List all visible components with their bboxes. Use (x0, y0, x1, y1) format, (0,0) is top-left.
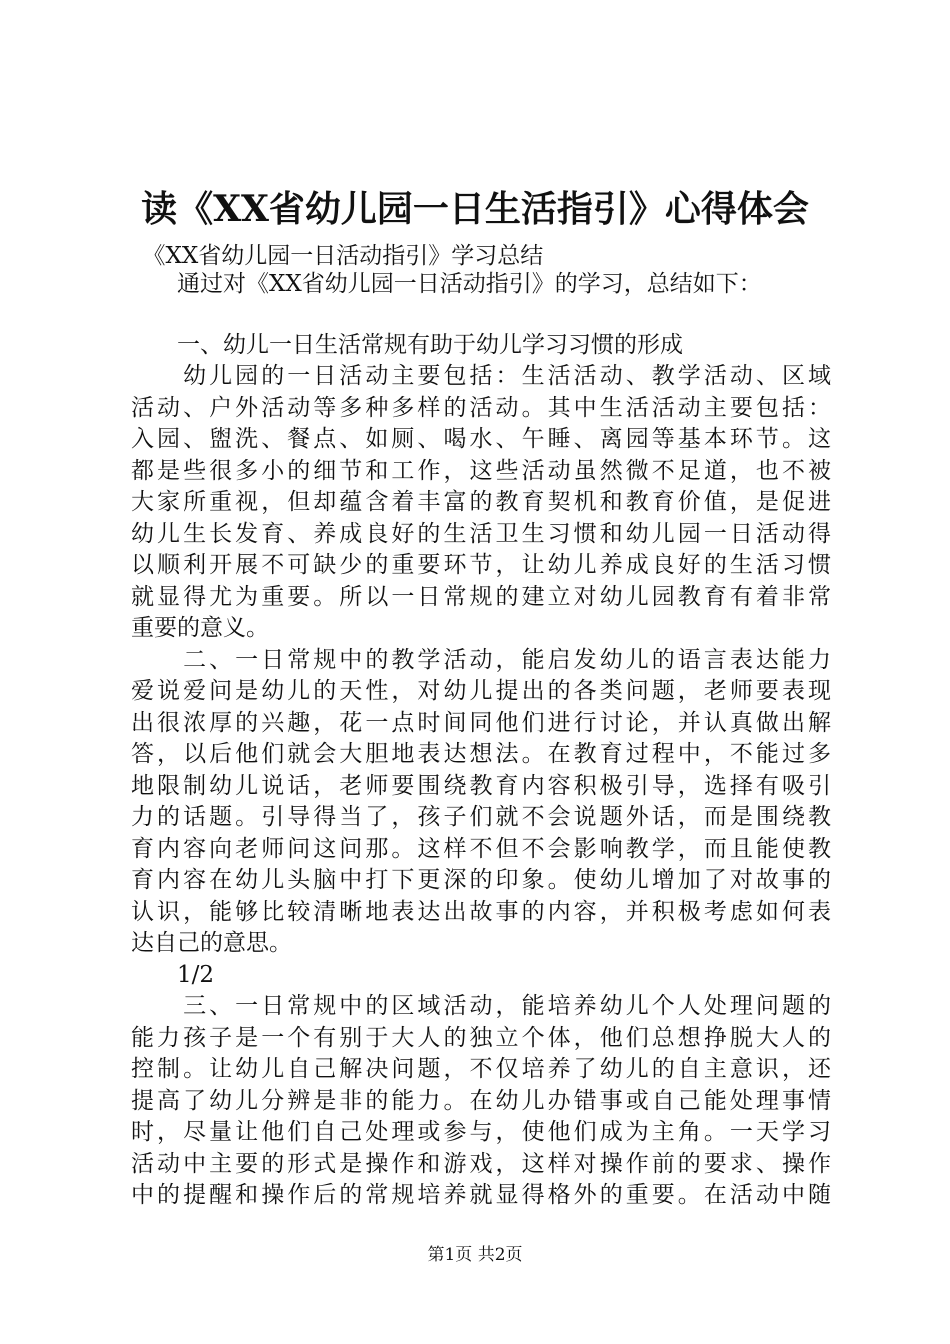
document-title: 读《XX省幼儿园一日生活指引》心得体会 (141, 188, 809, 230)
page-marker: 1/2 (131, 962, 215, 988)
text-line: 重要的意义。 (131, 615, 269, 641)
text-line: 力的话题。引导得当了，孩子们就不会说题外话，而是围绕教 (131, 804, 831, 830)
text-line: 都是些很多小的细节和工作，这些活动虽然微不足道，也不被 (131, 458, 831, 484)
text-line: 育内容在幼儿头脑中打下更深的印象。使幼儿增加了对故事的 (131, 867, 831, 893)
page-footer: 第1页 共2页 (427, 1245, 523, 1265)
text-line: 大家所重视，但却蕴含着丰富的教育契机和教育价值，是促进 (131, 489, 831, 515)
text-line: 《XX省幼儿园一日活动指引》学习总结 (131, 243, 544, 269)
text-line: 控制。让幼儿自己解决问题，不仅培养了幼儿的自主意识，还 (131, 1056, 831, 1082)
text-line: 入园、盥洗、餐点、如厕、喝水、午睡、离园等基本环节。这 (131, 426, 831, 452)
text-line: 时，尽量让他们自己处理或参与，使他们成为主角。一天学习 (131, 1119, 831, 1145)
text-line: 答，以后他们就会大胆地表达想法。在教育过程中，不能过多 (131, 741, 831, 767)
text-line: 通过对《XX省幼儿园一日活动指引》的学习，总结如下： (131, 271, 762, 297)
text-line: 中的提醒和操作后的常规培养就显得格外的重要。在活动中随 (131, 1182, 831, 1208)
text-line: 幼儿园的一日活动主要包括：生活活动、教学活动、区域 (131, 363, 831, 389)
text-line: 达自己的意思。 (131, 930, 292, 956)
text-line: 活动、户外活动等多种多样的活动。其中生活活动主要包括： (131, 395, 831, 421)
text-line: 三、一日常规中的区域活动，能培养幼儿个人处理问题的 (131, 993, 831, 1019)
text-line: 能力孩子是一个有别于大人的独立个体，他们总想挣脱大人的 (131, 1025, 831, 1051)
text-line: 爱说爱问是幼儿的天性，对幼儿提出的各类问题，老师要表现 (131, 678, 831, 704)
text-line: 幼儿生长发育、养成良好的生活卫生习惯和幼儿园一日活动得 (131, 521, 831, 547)
text-line: 活动中主要的形式是操作和游戏，这样对操作前的要求、操作 (131, 1151, 831, 1177)
text-line: 二、一日常规中的教学活动，能启发幼儿的语言表达能力 (131, 647, 831, 673)
text-line: 就显得尤为重要。所以一日常规的建立对幼儿园教育有着非常 (131, 584, 831, 610)
text-line: 认识，能够比较清晰地表达出故事的内容，并积极考虑如何表 (131, 899, 831, 925)
text-line: 一、幼儿一日生活常规有助于幼儿学习习惯的形成 (131, 332, 683, 358)
text-line: 地限制幼儿说话，老师要围绕教育内容积极引导，选择有吸引 (131, 773, 831, 799)
text-line: 出很浓厚的兴趣，花一点时间同他们进行讨论，并认真做出解 (131, 710, 831, 736)
text-line: 提高了幼儿分辨是非的能力。在幼儿办错事或自己能处理事情 (131, 1088, 831, 1114)
text-line: 以顺利开展不可缺少的重要环节，让幼儿养成良好的生活习惯 (131, 552, 831, 578)
text-line: 育内容向老师问这问那。这样不但不会影响教学，而且能使教 (131, 836, 831, 862)
